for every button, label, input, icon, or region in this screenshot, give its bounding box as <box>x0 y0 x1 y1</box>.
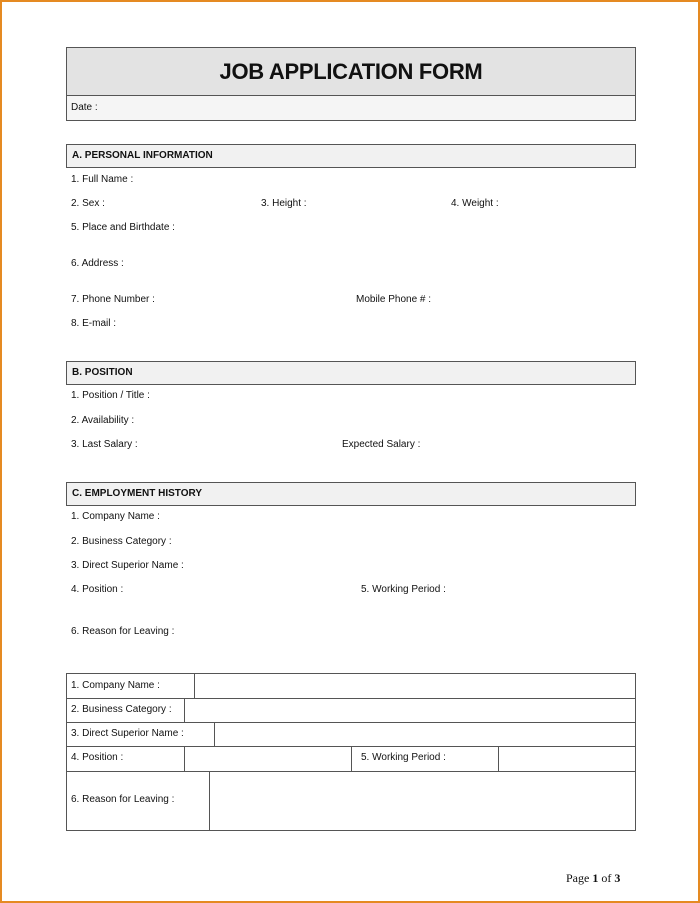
table-business-category-cell[interactable] <box>185 699 635 721</box>
page-number <box>566 871 620 886</box>
business-category-label: 2. Business Category : <box>71 536 172 547</box>
full-name-label: 1. Full Name : <box>71 174 134 185</box>
reason-leaving-label: 6. Reason for Leaving : <box>71 626 175 637</box>
page-of: of <box>601 871 612 885</box>
table-company-name-label: 1. Company Name : <box>71 680 160 691</box>
weight-label: 4. Weight : <box>451 198 499 209</box>
section-personal-heading: A. PERSONAL INFORMATION <box>66 144 636 168</box>
employment-position-label: 4. Position : <box>71 584 124 595</box>
table-company-name-cell[interactable] <box>195 674 635 697</box>
mobile-label: Mobile Phone # : <box>356 294 432 305</box>
table-position-cell[interactable] <box>185 747 350 770</box>
date-label: Date : <box>71 102 98 113</box>
working-period-label: 5. Working Period : <box>361 584 446 595</box>
table-position-label: 4. Position : <box>71 752 124 763</box>
section-employment-heading: C. EMPLOYMENT HISTORY <box>66 482 636 506</box>
table-reason-leaving-label: 6. Reason for Leaving : <box>71 794 175 805</box>
last-salary-label: 3. Last Salary : <box>71 439 138 450</box>
table-reason-leaving-cell[interactable] <box>210 772 635 830</box>
page-word: Page <box>566 871 590 885</box>
table-cell-divider <box>351 746 352 771</box>
company-name-label: 1. Company Name : <box>71 511 160 522</box>
address-label: 6. Address : <box>71 258 124 269</box>
table-business-category-label: 2. Business Category : <box>71 704 172 715</box>
section-position-heading: B. POSITION <box>66 361 636 385</box>
position-title-label: 1. Position / Title : <box>71 390 150 401</box>
page-current: 1 <box>592 871 599 885</box>
place-birthdate-label: 5. Place and Birthdate : <box>71 222 175 233</box>
phone-label: 7. Phone Number : <box>71 294 155 305</box>
sex-label: 2. Sex : <box>71 198 105 209</box>
table-direct-superior-label: 3. Direct Superior Name : <box>71 728 184 739</box>
form-title: JOB APPLICATION FORM <box>219 58 483 84</box>
direct-superior-label: 3. Direct Superior Name : <box>71 560 184 571</box>
table-direct-superior-cell[interactable] <box>215 723 635 745</box>
height-label: 3. Height : <box>261 198 307 209</box>
table-working-period-label: 5. Working Period : <box>361 752 446 763</box>
date-field[interactable] <box>66 95 636 121</box>
availability-label: 2. Availability : <box>71 415 135 426</box>
expected-salary-label: Expected Salary : <box>342 439 421 450</box>
table-working-period-cell[interactable] <box>499 747 635 770</box>
email-label: 8. E-mail : <box>71 318 117 329</box>
page-total: 3 <box>614 871 621 885</box>
